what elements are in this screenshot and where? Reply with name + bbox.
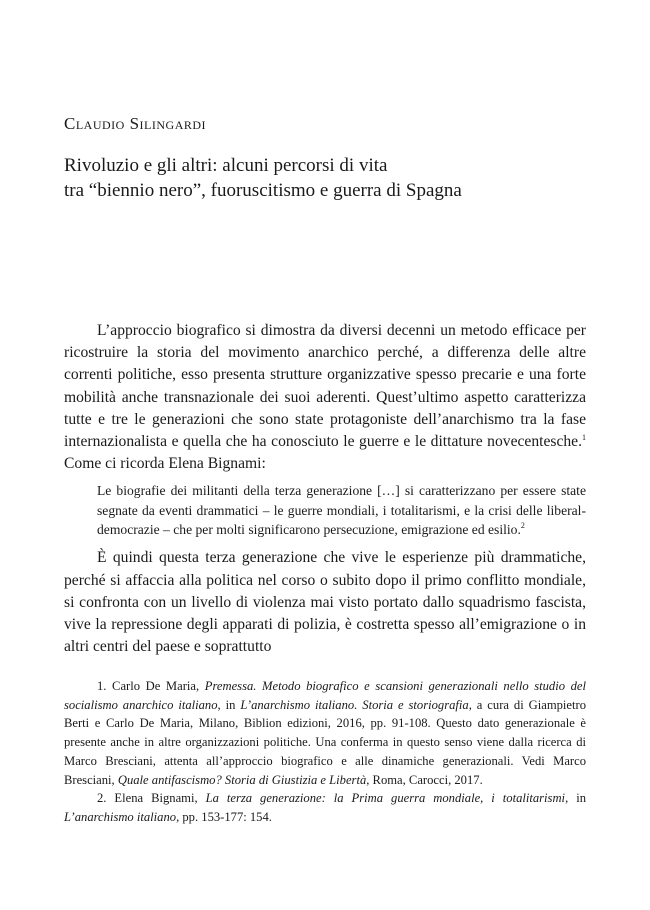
- footnote-1-pub: , Roma, Carocci, 2017.: [366, 772, 483, 787]
- footnote-1-book: L’anarchismo italiano. Storia e storiografia: [240, 697, 469, 712]
- footnotes: [64, 677, 586, 827]
- paragraph-2: È quindi questa terza generazione che vive le esperienze più drammatiche, perché si affaccia alla politica nel corso o subito dopo il primo conflitto mondiale, si confronta con un livello di violenza mai visto portato dallo squadrismo fascista, vive la repressione degli apparati di polizia, è costretta spesso all’emigrazione o in altri centri del paese e soprattutto: [64, 549, 586, 656]
- footnote-2-pages: , pp. 153-177: 154.: [176, 809, 272, 824]
- chapter-title-line-1: Rivoluzio e gli altri: alcuni percorsi di vita: [64, 155, 388, 176]
- footnote-2-author: 2. Elena Bignami,: [97, 791, 206, 806]
- paragraph-1: [64, 320, 586, 475]
- footnote-1-title: Premessa. Metodo biografico e scansioni generazionali nello studio del socialismo anarchico italiano: [64, 679, 587, 712]
- chapter-title: [64, 153, 604, 203]
- author-name: Claudio Silingardi: [64, 114, 207, 133]
- footnote-2: [64, 789, 586, 826]
- block-quote: [97, 481, 586, 539]
- footnote-2-title: La terza generazione: la Prima guerra mondiale, i totalitarismi: [205, 791, 566, 806]
- footnote-1-in: , in: [217, 697, 241, 712]
- footnote-ref-1[interactable]: 1: [582, 433, 586, 443]
- paragraph-1-tail: Come ci ricorda Elena Bignami:: [64, 455, 266, 473]
- paragraph-1-text: L’approccio biografico si dimostra da diversi decenni un metodo efficace per ricostruire la storia del movimento anarchico perché, a differenza delle altre correnti politiche, esso presenta strutture organizzative spesso precarie e una forte mobilità anche transnazionale dei suoi aderenti. Quest’ultimo aspetto caratterizza tutte e tre le generazioni che sono state protagoniste dell’anarchismo tra la fase internazionalista e quella che ha conosciuto le guerre e le dittature novecentesche.: [64, 322, 586, 451]
- footnote-ref-2[interactable]: 2: [520, 521, 525, 531]
- footnote-1-title-2: Quale antifascismo? Storia di Giustizia e Libertà: [117, 772, 367, 787]
- main-text: [64, 320, 586, 658]
- footnote-2-book: L’anarchismo italiano: [64, 809, 177, 824]
- footnote-2-in: , in: [565, 791, 586, 806]
- block-quote-text: Le biografie dei militanti della terza generazione […] si caratterizzano per essere state segnate da eventi drammatici – le guerre mondiali, i totalitarismi, e la crisi delle liberal-democrazie – che per molti significarono persecuzione, emigrazione ed esilio.: [97, 483, 586, 538]
- chapter-title-line-2: tra “biennio nero”, fuoruscitismo e guerra di Spagna: [64, 180, 462, 201]
- footnote-1-author: 1. Carlo De Maria,: [97, 679, 205, 693]
- footnote-1-details: , a cura di Giampietro Berti e Carlo De Maria, Milano, Biblion edizioni, 2016, pp. 91-108. Questo dato generazionale è presente anche in altre organizzazioni politiche. Una conferma in questo senso viene dalla ricerca di Marco Bresciani, attenta all’approccio biografico e alle dinamiche generazionali. Vedi Marco Bresciani,: [64, 697, 586, 787]
- footnote-1: [64, 677, 586, 789]
